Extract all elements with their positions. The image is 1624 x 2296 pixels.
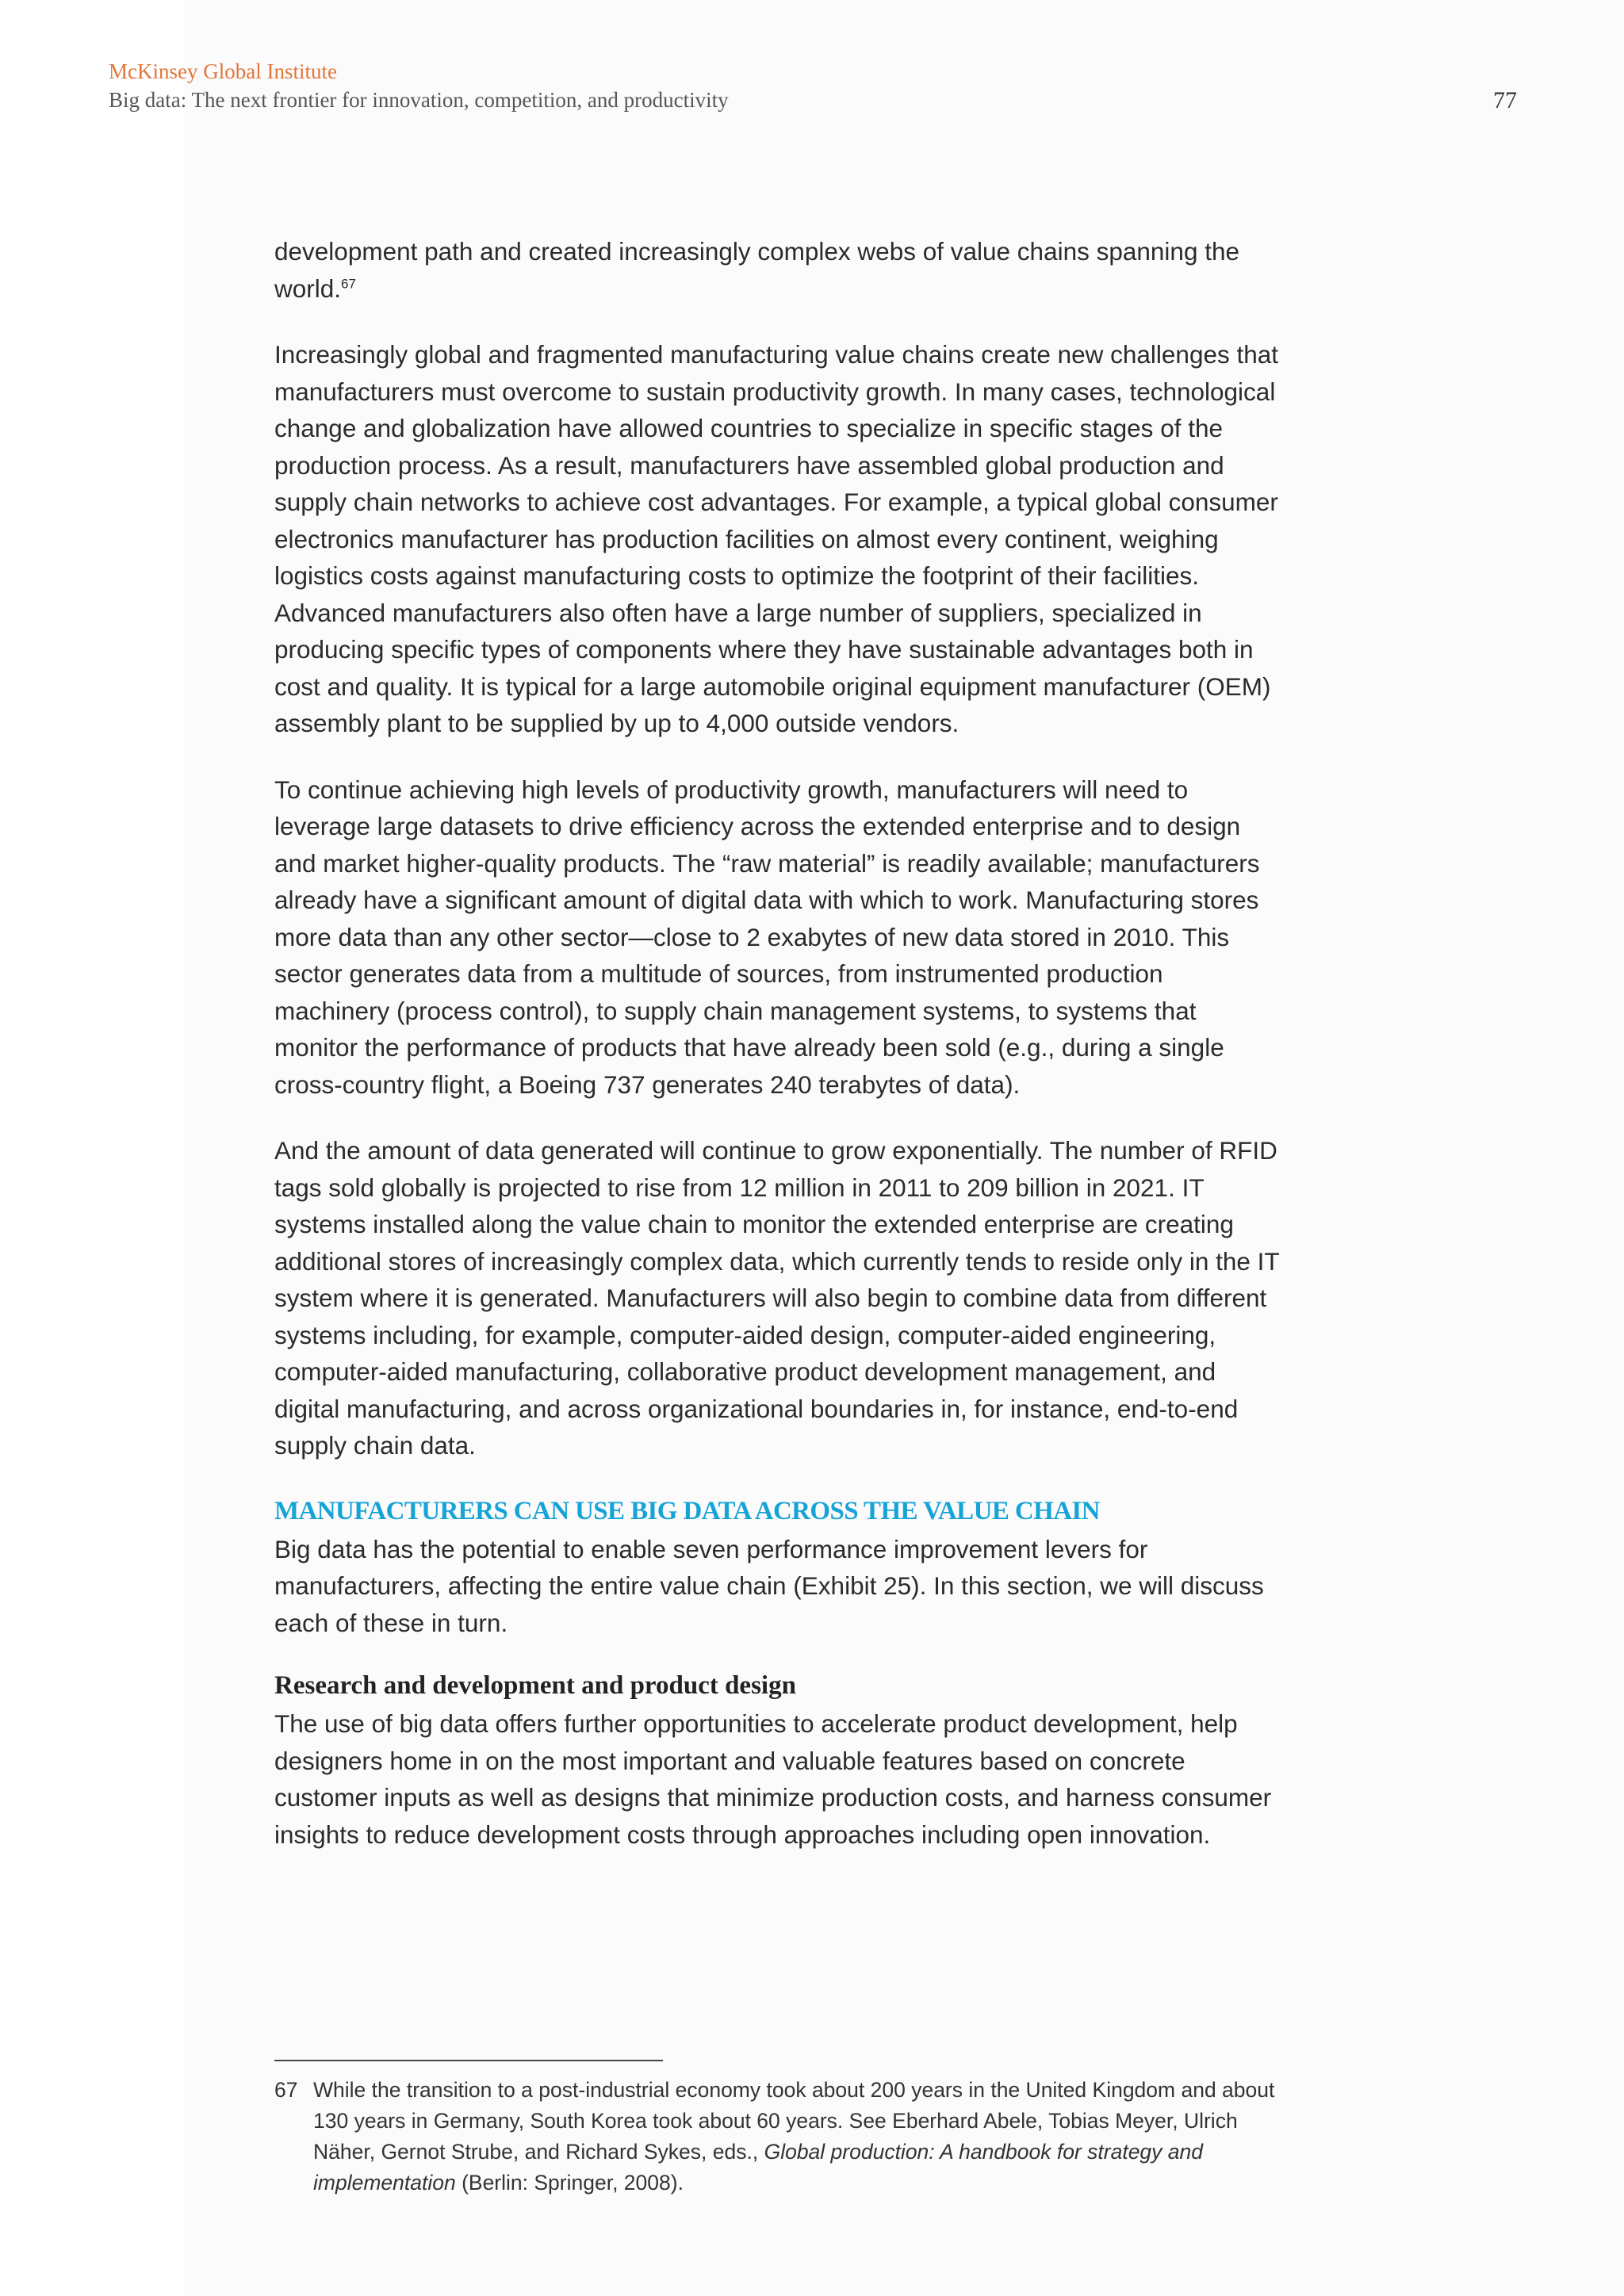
- footnote-ref-67[interactable]: 67: [341, 276, 356, 291]
- publisher-name: McKinsey Global Institute: [109, 59, 337, 83]
- running-header: [109, 57, 729, 114]
- footnote-text: [313, 2075, 1289, 2198]
- paragraph-5: Big data has the potential to enable seven performance improvement levers for manufacturers, affecting the entire value chain (Exhibit 25). In this section, we will discuss each of these in turn.: [274, 1534, 1264, 1637]
- footnote-number: 67: [274, 2078, 298, 2102]
- footnote-text-before: While the transition to a post-industrial economy took about 200 years in the United Kingdom and about 130 years in Germany, South Korea took about 60 years. See Eberhard Abele, Tobias Meyer, Ulrich Näher, Gernot Strube, and Richard Sykes, eds.,: [313, 2078, 1275, 2164]
- paragraph-1-text: development path and created increasingly complex webs of value chains spanning the world.: [274, 237, 1240, 303]
- subsection-heading: Research and development and product design: [274, 1671, 796, 1700]
- report-title: Big data: The next frontier for innovation, competition, and productivity: [109, 88, 729, 112]
- section-heading: MANUFACTURERS CAN USE BIG DATA ACROSS THE VALUE CHAIN: [274, 1496, 1100, 1525]
- paragraph-1: [274, 233, 1281, 307]
- paragraph-6: The use of big data offers further opportunities to accelerate product development, help designers home in on the most important and valuable features based on concrete customer inputs as well as designs that minimize production costs, and harness consumer insights to reduce development costs through approaches including open innovation.: [274, 1709, 1272, 1849]
- footnote-book-title: Global production: A handbook for strategy and implementation: [313, 2140, 1203, 2195]
- paragraph-2: Increasingly global and fragmented manufacturing value chains create new challenges that manufacturers must overcome to sustain productivity growth. In many cases, technological change and globalization have allowed countries to specialize in specific stages of the production process. As a result, manufacturers have assembled global production and supply chain networks to achieve cost advantages. For example, a typical global consumer electronics manufacturer has production facilities on almost every continent, weighing logistics costs against manufacturing costs to optimize the footprint of their facilities. Advanced manufacturers also often have a large number of suppliers, specialized in producing specific types of components where they have sustainable advantages both in cost and quality. It is typical for a large automobile original equipment manufacturer (OEM) assembly plant to be supplied by up to 4,000 outside vendors.: [274, 340, 1279, 737]
- page-number: 77: [1493, 87, 1517, 113]
- paragraph-4: And the amount of data generated will continue to grow exponentially. The number of RFID tags sold globally is projected to rise from 12 million in 2011 to 209 billion in 2021. IT systems installed along the value chain to monitor the extended enterprise are creating additional stores of increasingly complex data, which currently tends to reside only in the IT system where it is generated. Manufacturers will also begin to combine data from different systems including, for example, computer-aided design, computer-aided engineering, computer-aided manufacturing, collaborative product development management, and digital manufacturing, and across organizational boundaries in, for instance, end-to-end supply chain data.: [274, 1136, 1280, 1460]
- footnote-67: [274, 2075, 1289, 2198]
- footnote-divider: [274, 2060, 663, 2061]
- footnote-text-after: (Berlin: Springer, 2008).: [455, 2171, 684, 2195]
- paragraph-3: To continue achieving high levels of productivity growth, manufacturers will need to leverage large datasets to drive efficiency across the extended enterprise and to design and market higher-quality products. The “raw material” is readily available; manufacturers already have a significant amount of digital data with which to work. Manufacturing stores more data than any other sector—close to 2 exabytes of new data stored in 2010. This sector generates data from a multitude of sources, from instrumented production machinery (process control), to supply chain management systems, to systems that monitor the performance of products that have already been sold (e.g., during a single cross-country flight, a Boeing 737 generates 240 terabytes of data).: [274, 775, 1260, 1099]
- main-content: [274, 233, 1281, 1853]
